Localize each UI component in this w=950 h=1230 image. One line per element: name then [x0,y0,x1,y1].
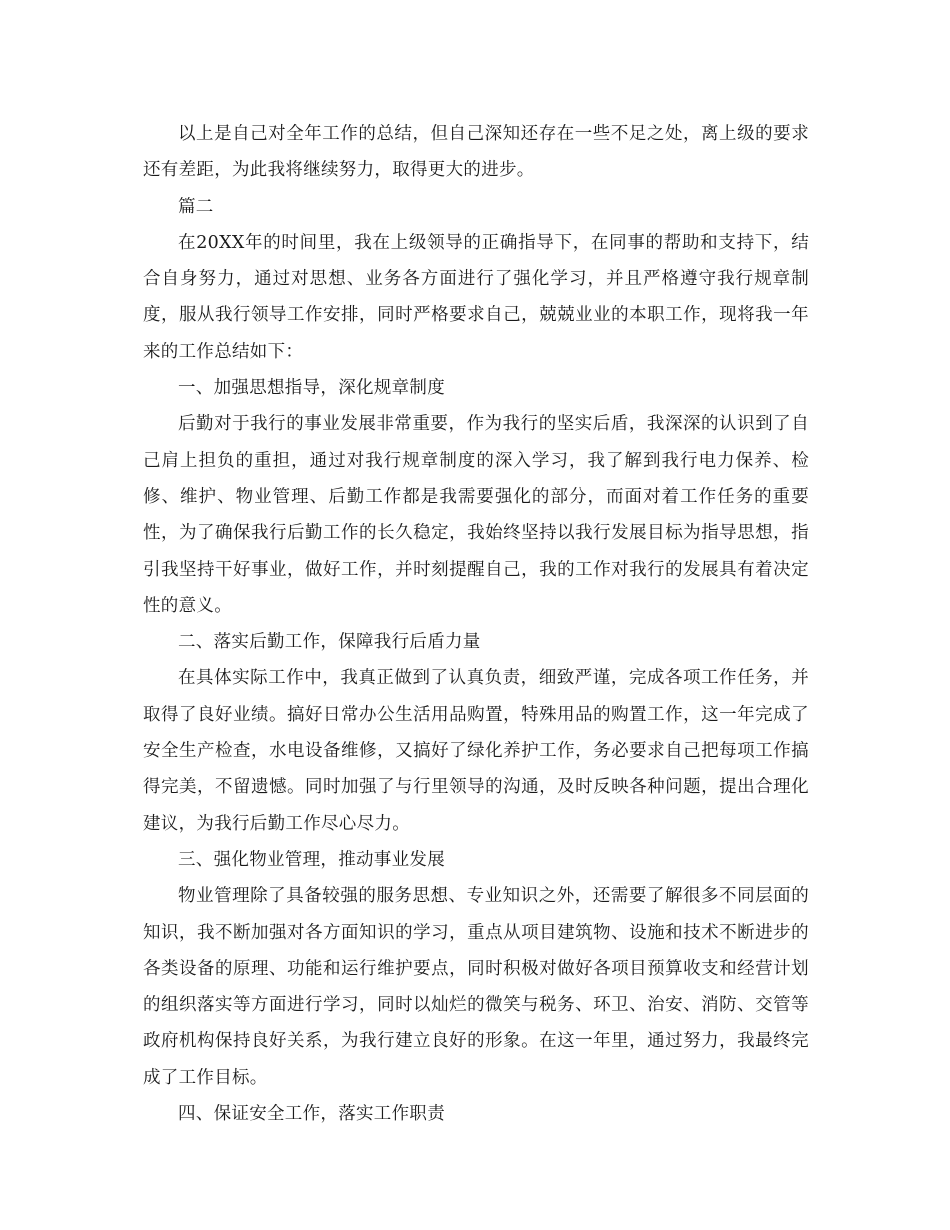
document-body [143,116,809,1132]
heading-one: 一、加强思想指导，深化规章制度 [178,378,445,399]
paragraph-two: 在具体实际工作中，我真正做到了认真负责，细致严谨，完成各项工作任务，并取得了良好业绩。搞好日常办公生活用品购置，特殊用品的购置工作，这一年完成了安全生产检查，水电设备维修，又搞好了绿化养护工作，务必要求自己把每项工作搞得完美，不留遗憾。同时加强了与行里领导的沟通，及时反映各种问题，提出合理化建议，为我行后勤工作尽心尽力。 [143,668,809,834]
heading-four: 四、保证安全工作，落实工作职责 [178,1104,445,1125]
closing-paragraph: 以上是自己对全年工作的总结，但自己深知还存在一些不足之处，离上级的要求还有差距，为此我将继续努力，取得更大的进步。 [143,124,809,181]
paragraph-one: 后勤对于我行的事业发展非常重要，作为我行的坚实后盾，我深深的认识到了自己肩上担负的重担，通过对我行规章制度的深入学习，我了解到我行电力保养、检修、维护、物业管理、后勤工作都是我需要强化的部分，而面对着工作任务的重要性，为了确保我行后勤工作的长久稳定，我始终坚持以我行发展目标为指导思想，指引我坚持干好事业，做好工作，并时刻提醒自己，我的工作对我行的发展具有着决定性的意义。 [143,414,809,616]
section-title-part-two: 篇二 [178,196,214,217]
paragraph-three: 物业管理除了具备较强的服务思想、专业知识之外，还需要了解很多不同层面的知识，我不断加强对各方面知识的学习，重点从项目建筑物、设施和技术不断进步的各类设备的原理、功能和运行维护要点，同时积极对做好各项目预算收支和经营计划的组织落实等方面进行学习，同时以灿烂的微笑与税务、环卫、治安、消防、交管等政府机构保持良好关系，为我行建立良好的形象。在这一年里，通过努力，我最终完成了工作目标。 [143,886,809,1088]
heading-two: 二、落实后勤工作，保障我行后盾力量 [178,632,481,653]
heading-three: 三、强化物业管理，推动事业发展 [178,849,445,870]
intro-paragraph: 在20XX年的时间里，我在上级领导的正确指导下，在同事的帮助和支持下，结合自身努力，通过对思想、业务各方面进行了强化学习，并且严格遵守我行规章制度，服从我行领导工作安排，同时严格要求自己，兢兢业业的本职工作，现将我一年来的工作总结如下： [143,232,809,362]
